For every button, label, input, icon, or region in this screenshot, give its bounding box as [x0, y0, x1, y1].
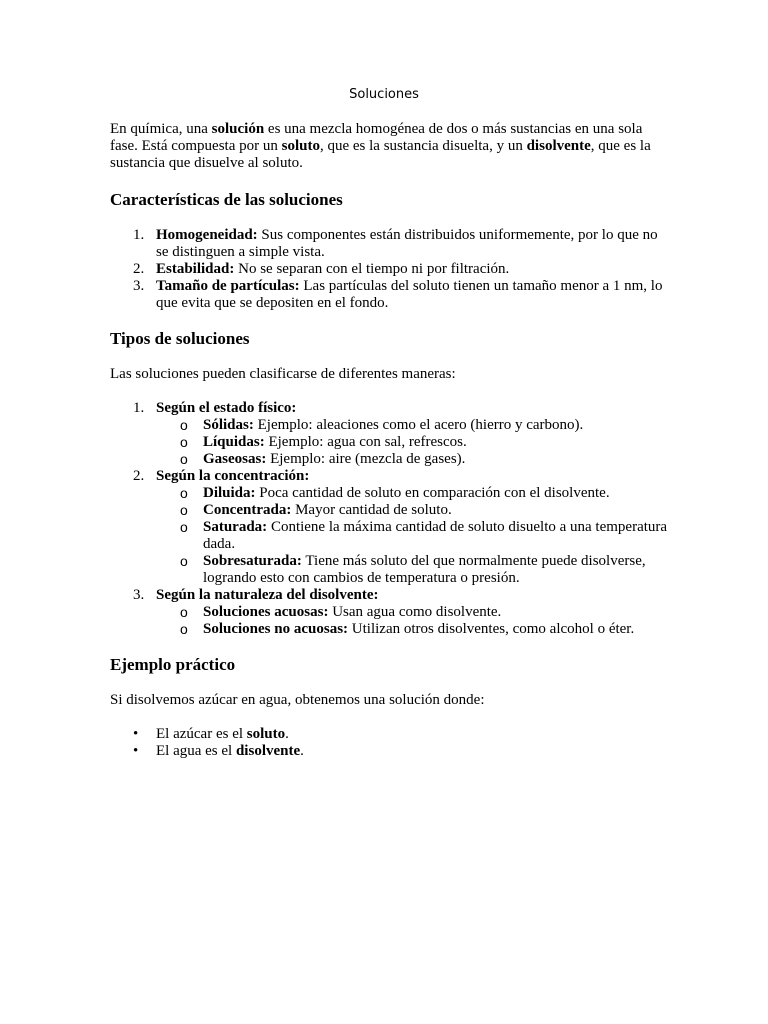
- list-term: Estabilidad:: [156, 261, 235, 277]
- tipos-list: [110, 400, 670, 638]
- list-term: Tamaño de partículas:: [156, 278, 300, 294]
- bullet-bold-term: disolvente: [235, 743, 301, 759]
- sublist-item: [110, 451, 670, 468]
- intro-text: , que es la sustancia disuelta, y un: [319, 138, 527, 154]
- sublist-text: Tiene más soluto del que normalmente puede disolverse, logrando esto con cambios de temperatura o presión.: [203, 553, 646, 586]
- list-text: Las partículas del soluto tienen un tamaño menor a 1 nm, lo que evita que se depositen en el fondo.: [156, 278, 663, 311]
- sublist-text: Ejemplo: aleaciones como el acero (hierro y carbono).: [253, 417, 584, 433]
- sublist-marker: o: [180, 451, 188, 467]
- list-title: Según la concentración:: [156, 468, 310, 484]
- sublist-text: Ejemplo: agua con sal, refrescos.: [264, 434, 467, 450]
- bullet-marker: •: [133, 726, 139, 742]
- list-number: 2.: [133, 468, 145, 484]
- sublist-item: [110, 621, 670, 638]
- caracteristicas-list: [110, 227, 670, 312]
- intro-bold-term: solución: [211, 121, 265, 137]
- list-item: [110, 261, 670, 278]
- sublist-term: Concentrada:: [203, 502, 292, 518]
- intro-text: En química, una: [110, 121, 212, 137]
- list-item: [110, 468, 670, 587]
- list-item: [110, 400, 670, 468]
- sublist: [156, 604, 670, 638]
- sublist-item: [110, 519, 670, 553]
- document-body: [110, 121, 670, 760]
- document-header-title: Soluciones: [349, 87, 419, 102]
- list-text: No se separan con el tiempo ni por filtración.: [234, 261, 510, 277]
- sublist-item: [110, 604, 670, 621]
- sublist-item: [110, 553, 670, 587]
- tipos-intro: Las soluciones pueden clasificarse de diferentes maneras:: [110, 366, 456, 382]
- bullet-text: El azúcar es el: [156, 726, 247, 742]
- sublist-marker: o: [180, 604, 188, 620]
- sublist-marker: o: [180, 434, 188, 450]
- sublist-marker: o: [180, 621, 188, 637]
- intro-bold-term: soluto: [281, 138, 320, 154]
- sublist-item: [110, 485, 670, 502]
- ejemplo-bullet-list: [110, 726, 670, 760]
- sublist-term: Gaseosas:: [203, 451, 267, 467]
- sublist-item: [110, 502, 670, 519]
- bullet-item: [110, 743, 670, 760]
- sublist-term: Sobresaturada:: [203, 553, 302, 569]
- sublist-text: Utilizan otros disolventes, como alcohol o éter.: [348, 621, 635, 637]
- sublist-marker: o: [180, 519, 188, 535]
- sublist-term: Saturada:: [203, 519, 268, 535]
- bullet-text: El agua es el: [156, 743, 236, 759]
- intro-bold-term: disolvente: [526, 138, 591, 154]
- sublist-term: Diluida:: [203, 485, 256, 501]
- sublist-marker: o: [180, 417, 188, 433]
- list-number: 1.: [133, 400, 145, 416]
- sublist-marker: o: [180, 485, 188, 501]
- list-number: 1.: [133, 227, 145, 243]
- list-number: 3.: [133, 587, 145, 603]
- ejemplo-intro: Si disolvemos azúcar en agua, obtenemos una solución donde:: [110, 692, 485, 708]
- list-term: Homogeneidad:: [156, 227, 258, 243]
- sublist-marker: o: [180, 502, 188, 518]
- intro-paragraph: [110, 121, 670, 172]
- sublist-term: Líquidas:: [203, 434, 265, 450]
- sublist-text: Poca cantidad de soluto en comparación con el disolvente.: [255, 485, 610, 501]
- section-heading-ejemplo: Ejemplo práctico: [110, 655, 236, 674]
- sublist-text: Usan agua como disolvente.: [328, 604, 502, 620]
- sublist-term: Soluciones acuosas:: [203, 604, 329, 620]
- list-item: [110, 587, 670, 638]
- sublist-marker: o: [180, 553, 188, 569]
- list-item: [110, 278, 670, 312]
- list-text: Sus componentes están distribuidos uniformemente, por lo que no se distinguen a simple vista.: [156, 227, 658, 260]
- sublist-term: Soluciones no acuosas:: [203, 621, 349, 637]
- sublist: [156, 417, 670, 468]
- sublist-text: Contiene la máxima cantidad de soluto disuelto a una temperatura dada.: [203, 519, 668, 552]
- intro-text: es una mezcla homogénea de dos o más sustancias en una sola fase. Está compuesta por un: [110, 121, 643, 154]
- bullet-text: .: [300, 743, 304, 759]
- sublist-text: Mayor cantidad de soluto.: [291, 502, 452, 518]
- bullet-bold-term: soluto: [246, 726, 286, 742]
- sublist: [156, 485, 670, 587]
- bullet-text: .: [285, 726, 289, 742]
- sublist-text: Ejemplo: aire (mezcla de gases).: [266, 451, 466, 467]
- list-number: 2.: [133, 261, 145, 277]
- list-number: 3.: [133, 278, 145, 294]
- bullet-item: [110, 726, 670, 743]
- list-title: Según el estado físico:: [156, 400, 297, 416]
- sublist-item: [110, 417, 670, 434]
- list-item: [110, 227, 670, 261]
- section-heading-caracteristicas: Características de las soluciones: [110, 190, 343, 209]
- section-heading-tipos: Tipos de soluciones: [110, 329, 250, 348]
- intro-text: , que es la sustancia que disuelve al soluto.: [110, 138, 651, 171]
- sublist-item: [110, 434, 670, 451]
- bullet-marker: •: [133, 743, 139, 759]
- list-title: Según la naturaleza del disolvente:: [156, 587, 379, 603]
- sublist-term: Sólidas:: [203, 417, 254, 433]
